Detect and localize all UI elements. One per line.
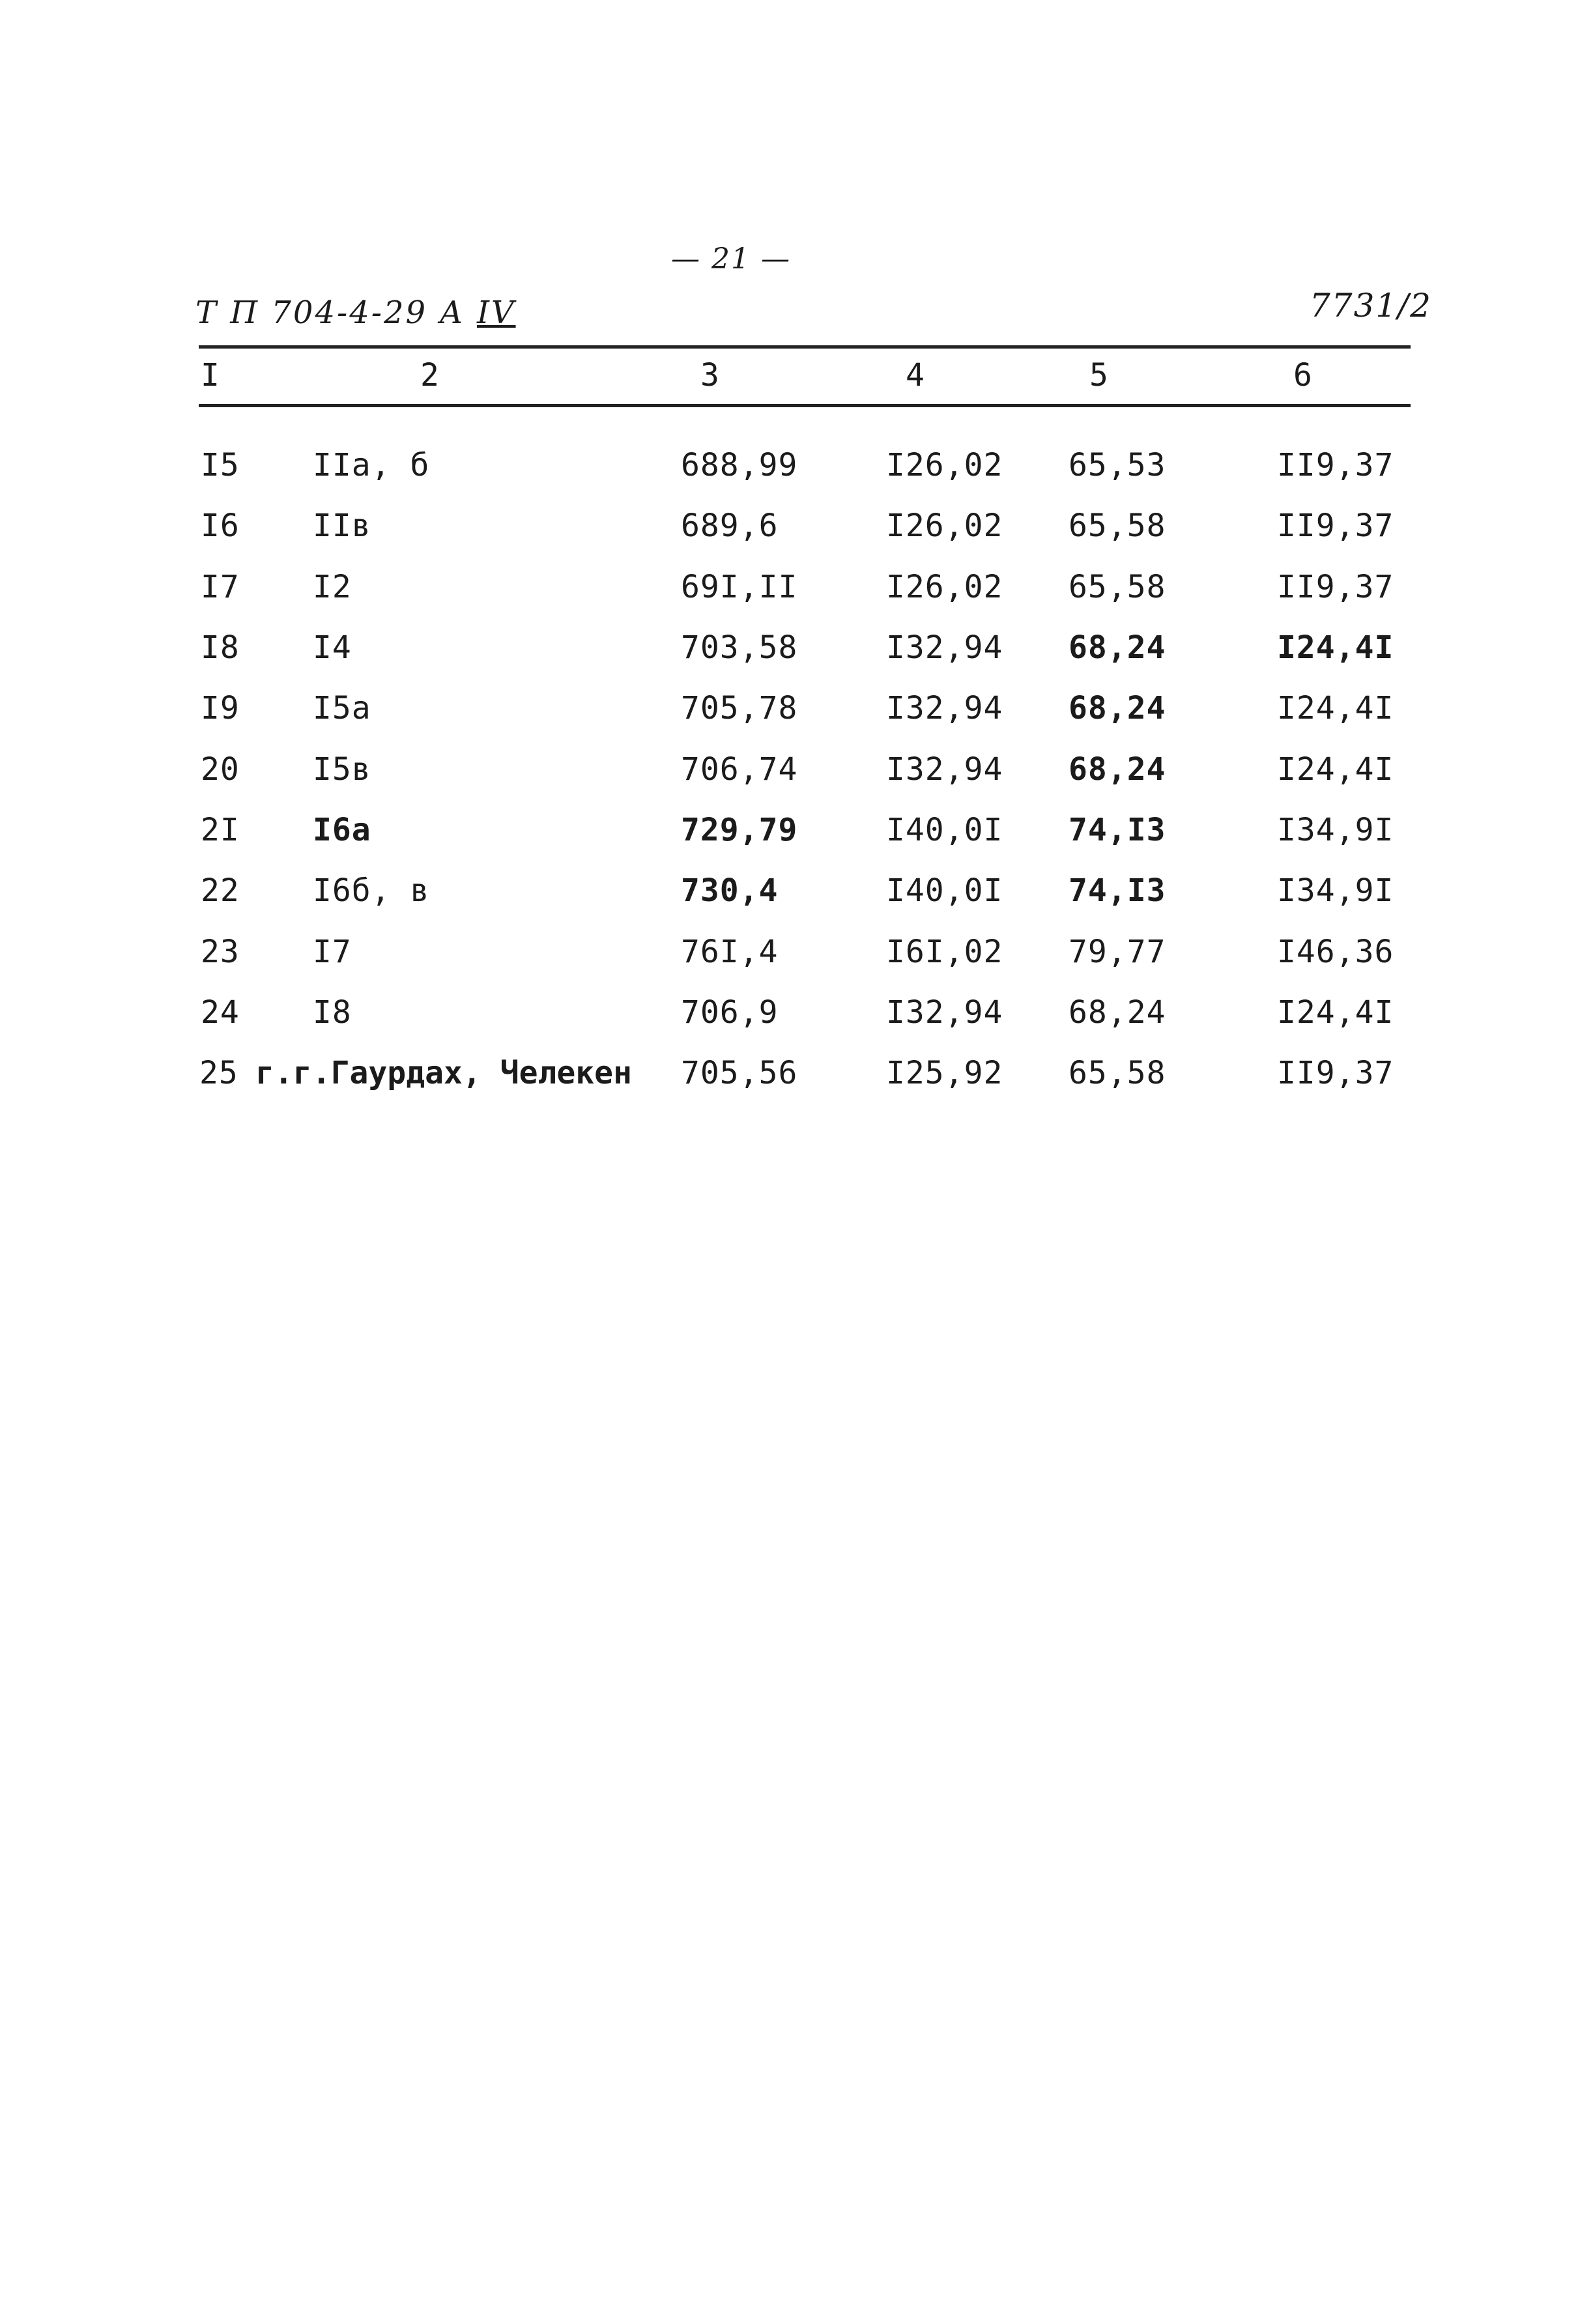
cell-col6: II9,37 <box>1277 569 1394 605</box>
cell-number: 22 <box>201 872 240 909</box>
cell-col5: 65,58 <box>1069 508 1166 544</box>
cell-col3: 706,74 <box>681 751 798 788</box>
table-row <box>0 447 1593 486</box>
cell-col6: I24,4I <box>1277 994 1394 1031</box>
cell-col6: II9,37 <box>1277 508 1394 544</box>
cell-number: 2I <box>201 812 240 848</box>
table-row <box>0 872 1593 911</box>
cell-col4: I26,02 <box>886 508 1003 544</box>
cell-col6: I46,36 <box>1277 934 1394 970</box>
cell-zone: I6а <box>313 812 371 848</box>
cell-col4: I32,94 <box>886 751 1003 788</box>
cell-zone: I4 <box>313 629 352 666</box>
cell-zone: I8 <box>313 994 352 1031</box>
cell-col3: 688,99 <box>681 447 798 483</box>
cell-number: I6 <box>201 508 240 544</box>
cell-col6: I24,4I <box>1277 690 1394 726</box>
cell-col5: 79,77 <box>1069 934 1166 970</box>
table-row <box>0 629 1593 668</box>
cell-col4: I32,94 <box>886 690 1003 726</box>
cell-col3: 706,9 <box>681 994 779 1031</box>
table-row <box>0 508 1593 547</box>
table-row <box>0 934 1593 973</box>
cell-col5: 65,58 <box>1069 1055 1166 1091</box>
header-col-3: 3 <box>700 357 720 394</box>
cell-number: 23 <box>201 934 240 970</box>
cell-number: I7 <box>201 569 240 605</box>
cell-col5: 68,24 <box>1069 629 1166 666</box>
cell-col6: II9,37 <box>1277 1055 1394 1091</box>
table-top-rule <box>199 345 1411 349</box>
cell-col3: 76I,4 <box>681 934 779 970</box>
cell-zone: IIв <box>313 508 371 544</box>
cell-col6: I24,4I <box>1277 751 1394 788</box>
cell-col4: I32,94 <box>886 629 1003 666</box>
doc-code <box>195 294 516 331</box>
cell-col4: I40,0I <box>886 872 1003 909</box>
table-row <box>0 812 1593 851</box>
cell-number: I8 <box>201 629 240 666</box>
sheet-number: 7731/2 <box>1310 287 1432 324</box>
cell-number: I5 <box>201 447 240 483</box>
table-row <box>0 569 1593 608</box>
header-col-2: 2 <box>420 357 440 394</box>
doc-code-main: Т П 704-4-29 А <box>195 294 465 331</box>
cell-col5: 68,24 <box>1069 690 1166 726</box>
cell-col4: I26,02 <box>886 569 1003 605</box>
header-col-5: 5 <box>1089 357 1109 394</box>
cell-col3: 689,6 <box>681 508 779 544</box>
cell-number: I9 <box>201 690 240 726</box>
doc-code-sheet-mark: IV <box>476 294 516 331</box>
cell-col4: I26,02 <box>886 447 1003 483</box>
cell-zone: I5а <box>313 690 371 726</box>
cell-zone: I6б, в <box>313 872 430 909</box>
cell-col3: 705,78 <box>681 690 798 726</box>
cell-number: 25 <box>199 1055 238 1091</box>
cell-col6: I24,4I <box>1277 629 1394 666</box>
cell-col4: I40,0I <box>886 812 1003 848</box>
cell-col4: I6I,02 <box>886 934 1003 970</box>
cell-col5: 68,24 <box>1069 751 1166 788</box>
header-col-4: 4 <box>906 357 925 394</box>
cell-number: 24 <box>201 994 240 1031</box>
cell-zone: IIа, б <box>313 447 430 483</box>
cell-col3: 703,58 <box>681 629 798 666</box>
cell-col3: 730,4 <box>681 872 779 909</box>
cell-zone: I7 <box>313 934 352 970</box>
page-number: — 21 — <box>671 242 791 276</box>
cell-number: 20 <box>201 751 240 788</box>
cell-col6: I34,9I <box>1277 872 1394 909</box>
cell-col3: 729,79 <box>681 812 798 848</box>
table-row <box>0 1055 1593 1094</box>
table-row <box>0 690 1593 729</box>
header-col-6: 6 <box>1293 357 1313 394</box>
cell-col4: I32,94 <box>886 994 1003 1031</box>
cell-col6: I34,9I <box>1277 812 1394 848</box>
cell-col5: 74,I3 <box>1069 812 1166 848</box>
cell-col5: 65,58 <box>1069 569 1166 605</box>
cell-col5: 68,24 <box>1069 994 1166 1031</box>
cell-col6: II9,37 <box>1277 447 1394 483</box>
cell-col3: 69I,II <box>681 569 798 605</box>
cell-col5: 65,53 <box>1069 447 1166 483</box>
cell-zone: I5в <box>313 751 371 788</box>
header-col-1: I <box>201 357 220 394</box>
cell-col5: 74,I3 <box>1069 872 1166 909</box>
cell-zone: I2 <box>313 569 352 605</box>
table-row <box>0 994 1593 1033</box>
cell-col3: 705,56 <box>681 1055 798 1091</box>
cell-zone: г.г.Гаурдах, Челекен <box>255 1055 632 1091</box>
cell-col4: I25,92 <box>886 1055 1003 1091</box>
table-row <box>0 751 1593 790</box>
table-header-rule <box>199 404 1411 407</box>
